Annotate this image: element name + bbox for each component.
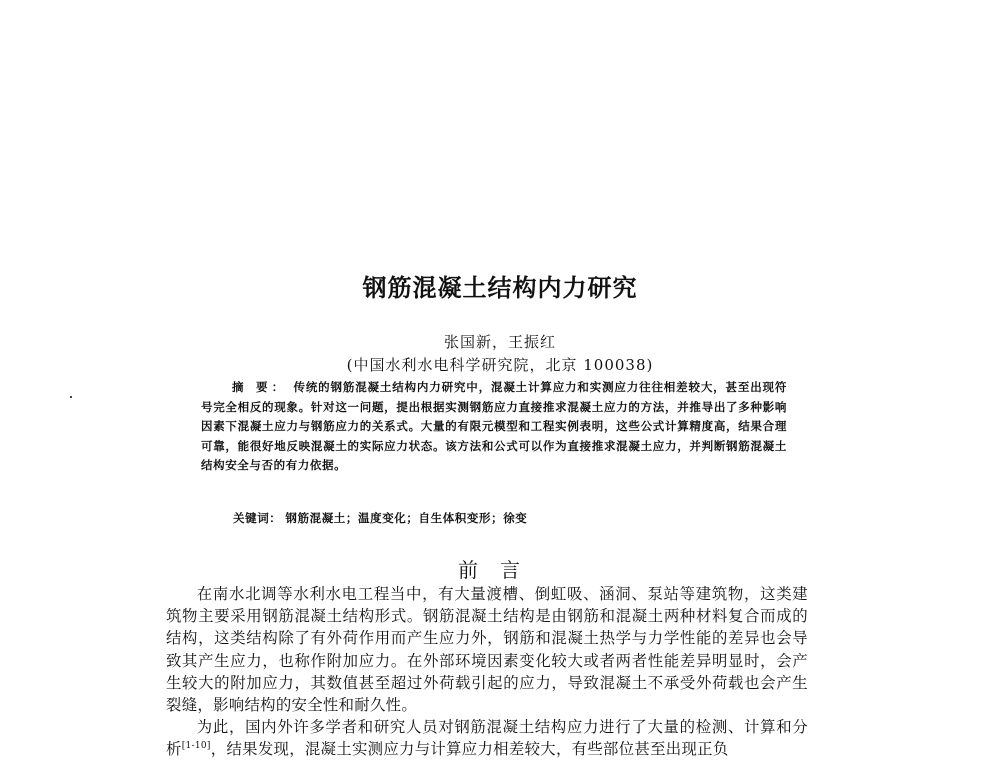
keywords xyxy=(233,510,793,526)
keywords-text: 钢筋混凝土；温度变化；自生体积变形；徐变 xyxy=(285,511,528,525)
scan-speck xyxy=(70,396,72,398)
citation-ref: [1-10] xyxy=(181,741,211,752)
abstract xyxy=(201,378,787,476)
paper-authors: 张国新，王振红 xyxy=(443,333,556,351)
paper-title: 钢筋混凝土结构内力研究 xyxy=(362,274,638,302)
paper-affiliation: (中国水利水电科学研究院，北京 100038) xyxy=(346,356,654,374)
body-text xyxy=(166,583,808,761)
keywords-label: 关键词： xyxy=(233,511,282,525)
paragraph-2-continued: ，结果发现，混凝土实测应力与计算应力相差较大，有些部位甚至出现正负 xyxy=(210,740,729,759)
paragraph-2 xyxy=(166,716,808,760)
paragraph-2-text: 为此，国内外许多学者和研究人员对钢筋混凝土结构应力进行了大量的检测、计算和分析 xyxy=(166,718,808,759)
abstract-text: 传统的钢筋混凝土结构内力研究中，混凝土计算应力和实测应力往往相差较大，甚至出现符号完全相反的现象。针对这一问题，提出根据实测钢筋应力直接推求混凝土应力的方法，并推导出了多种影响因素下混凝土应力与钢筋应力的关系式。大量的有限元模型和工程实例表明，这些公式计算精度高，结果合理可靠，能很好地反映混凝土的实际应力状态。该方法和公式可以作为直接推求混凝土应力，并判断钢筋混凝土结构安全与否的有力依据。 xyxy=(201,380,787,472)
abstract-label: 摘 要： xyxy=(232,380,288,394)
paragraph-1: 在南水北调等水利水电工程当中，有大量渡槽、倒虹吸、涵洞、泵站等建筑物，这类建筑物主要采用钢筋混凝土结构形式。钢筋混凝土结构是由钢筋和混凝土两种材料复合而成的结构，这类结构除了有外荷作用而产生应力外，钢筋和混凝土热学与力学性能的差异也会导致其产生应力，也称作附加应力。在外部环境因素变化较大或者两者性能差异明显时，会产生较大的附加应力，其数值甚至超过外荷载引起的应力，导致混凝土不承受外荷载也会产生裂缝，影响结构的安全性和耐久性。 xyxy=(166,585,808,715)
section-heading: 前言 xyxy=(458,558,542,582)
